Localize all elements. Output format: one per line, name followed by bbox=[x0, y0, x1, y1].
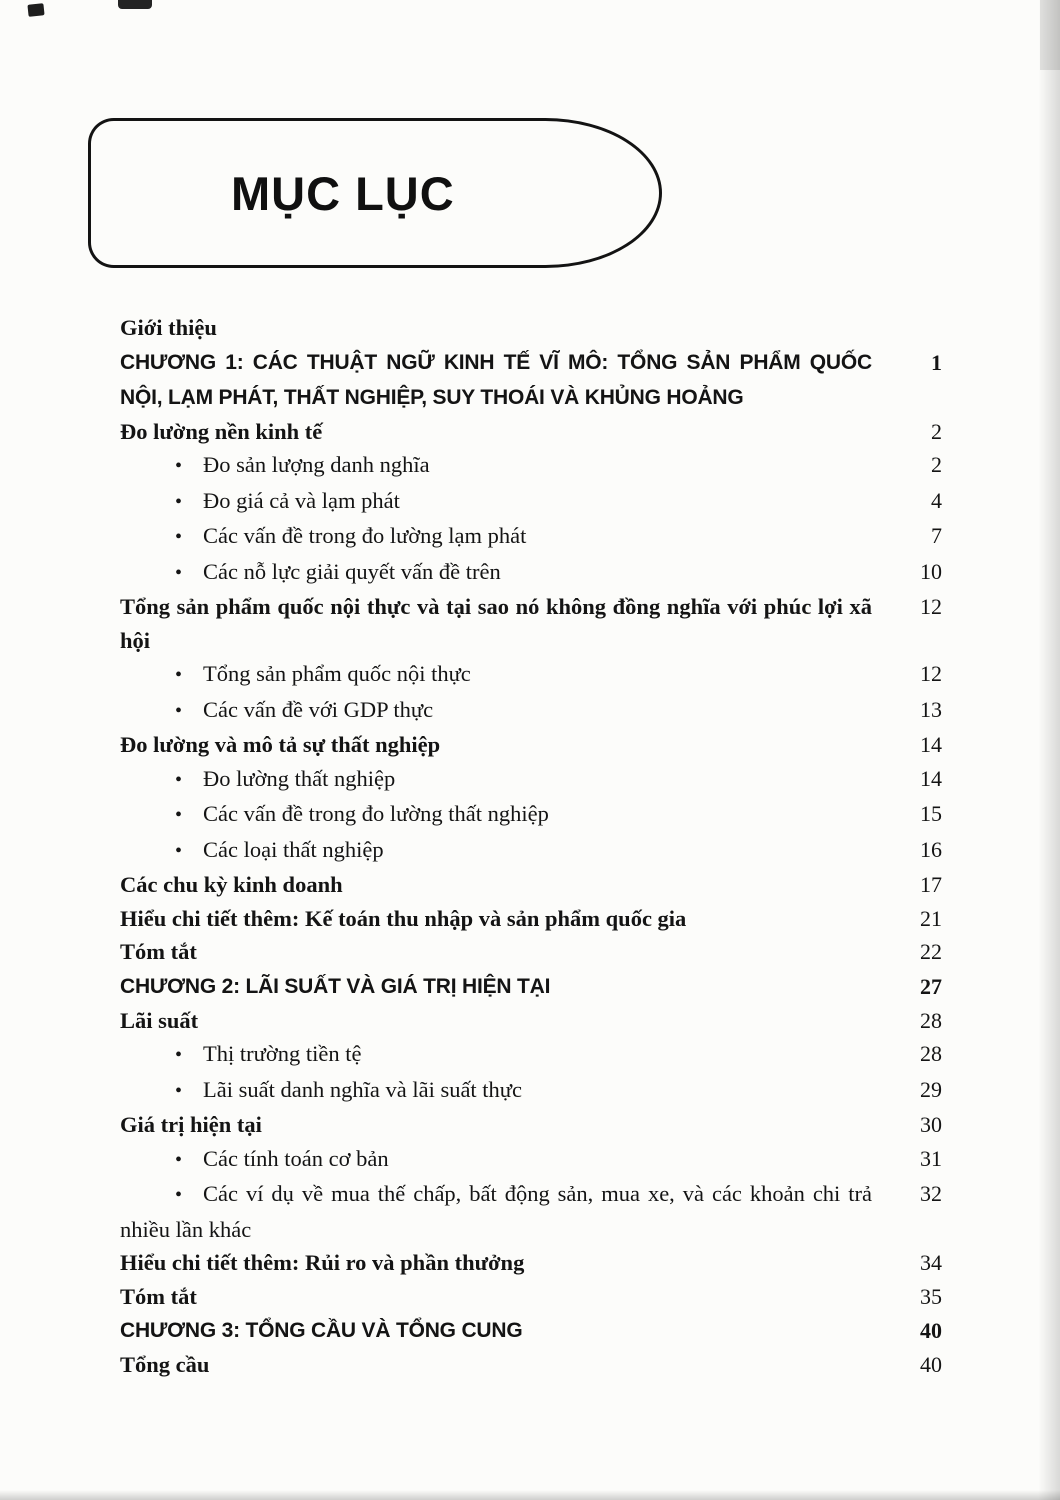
entry-page: 10 bbox=[920, 558, 942, 584]
toc-entry bbox=[120, 1037, 942, 1073]
entry-page: 7 bbox=[931, 523, 942, 548]
entry-page: 21 bbox=[920, 905, 942, 931]
entry-label bbox=[120, 1348, 896, 1382]
scan-edge-shadow bbox=[1038, 0, 1060, 1500]
entry-label-text: Đo lường nền kinh tế bbox=[120, 418, 323, 444]
toc-entry bbox=[120, 868, 942, 902]
toc-entry bbox=[120, 1246, 942, 1280]
toc-entry bbox=[120, 969, 942, 1004]
toc-entry bbox=[120, 693, 942, 729]
entry-label-text: Đo lường thất nghiệp bbox=[203, 765, 396, 791]
entry-page: 28 bbox=[920, 1007, 942, 1033]
scan-artifact bbox=[118, 0, 152, 9]
entry-label-text: Các nỗ lực giải quyết vấn đề trên bbox=[203, 558, 501, 584]
entry-label-text: Các loại thất nghiệp bbox=[203, 836, 384, 862]
entry-page: 40 bbox=[920, 1352, 942, 1377]
entry-label bbox=[120, 519, 896, 555]
entry-label bbox=[120, 657, 896, 693]
toc-entry bbox=[120, 1073, 942, 1109]
entry-label-text: Đo giá cả và lạm phát bbox=[203, 487, 400, 513]
entry-label bbox=[120, 1313, 896, 1348]
entry-page: 16 bbox=[920, 836, 942, 862]
entry-label-text: CHƯƠNG 3: TỔNG CẦU VÀ TỔNG CUNG bbox=[120, 1319, 523, 1342]
entry-label bbox=[120, 311, 896, 345]
bullet-icon: • bbox=[175, 768, 183, 791]
entry-label-text: Các vấn đề trong đo lường thất nghiệp bbox=[203, 801, 549, 826]
entry-page: 12 bbox=[920, 594, 942, 619]
entry-label bbox=[120, 345, 896, 415]
entry-label-text: Các tính toán cơ bản bbox=[203, 1145, 389, 1171]
entry-label bbox=[120, 833, 896, 869]
title-banner bbox=[88, 118, 662, 268]
entry-label-text: Lãi suất bbox=[120, 1007, 199, 1033]
entry-label-text: Tổng sản phẩm quốc nội thực và tại sao nó không đồng nghĩa với phúc lợi xã hội bbox=[120, 594, 872, 653]
toc-entry bbox=[120, 590, 942, 657]
entry-label bbox=[120, 693, 896, 729]
entry-label-text: Tổng cầu bbox=[120, 1352, 210, 1377]
bullet-icon: • bbox=[175, 699, 183, 722]
toc-entry bbox=[120, 728, 942, 762]
toc-entry bbox=[120, 484, 942, 520]
entry-label bbox=[120, 1246, 896, 1280]
entry-label-text: Hiểu chi tiết thêm: Rủi ro và phần thưởng bbox=[120, 1250, 525, 1275]
entry-label bbox=[120, 484, 896, 520]
entry-label bbox=[120, 1142, 896, 1178]
entry-label bbox=[120, 868, 896, 902]
toc-entry bbox=[120, 902, 942, 936]
entry-page: 2 bbox=[931, 418, 942, 444]
entry-label-text: Thị trường tiền tệ bbox=[203, 1041, 362, 1066]
entry-page: 13 bbox=[920, 696, 942, 722]
entry-label-text: Lãi suất danh nghĩa và lãi suất thực bbox=[203, 1076, 522, 1102]
entry-label-text: Giá trị hiện tại bbox=[120, 1112, 262, 1137]
entry-page: 31 bbox=[920, 1145, 942, 1171]
toc-entry bbox=[120, 935, 942, 969]
entry-label-text: CHƯƠNG 1: CÁC THUẬT NGỮ KINH TẾ VĨ MÔ: TỔNG SẢN PHẨM QUỐC NỘI, LẠM PHÁT, THẤT NGHIỆP, SUY THOÁI VÀ KHỦNG HOẢNG bbox=[120, 350, 872, 409]
toc-entry bbox=[120, 1177, 942, 1246]
bullet-icon: • bbox=[175, 490, 183, 513]
entry-page: 28 bbox=[920, 1041, 942, 1066]
toc-entry bbox=[120, 1142, 942, 1178]
entry-label bbox=[120, 969, 896, 1004]
entry-label bbox=[120, 1073, 896, 1109]
bullet-icon: • bbox=[175, 1079, 183, 1102]
entry-label-text: Các vấn đề với GDP thực bbox=[203, 696, 434, 722]
entry-page: 32 bbox=[920, 1181, 942, 1206]
bullet-icon: • bbox=[175, 1044, 183, 1066]
entry-label bbox=[120, 728, 896, 762]
entry-label-text: Đo lường và mô tả sự thất nghiệp bbox=[120, 732, 441, 757]
entry-label bbox=[120, 935, 896, 969]
entry-page: 30 bbox=[920, 1112, 942, 1137]
entry-page: 35 bbox=[920, 1283, 942, 1309]
toc-entry bbox=[120, 1348, 942, 1382]
entry-page: 12 bbox=[920, 661, 942, 686]
entry-label-text: Đo sản lượng danh nghĩa bbox=[203, 452, 430, 477]
bullet-icon: • bbox=[175, 839, 183, 862]
entry-label bbox=[120, 762, 896, 798]
entry-label-text: Các ví dụ về mua thế chấp, bất động sản, mua xe, và các khoản chi trả nhiều lần khác bbox=[120, 1181, 872, 1242]
entry-page: 34 bbox=[920, 1250, 942, 1275]
entry-label-text: CHƯƠNG 2: LÃI SUẤT VÀ GIÁ TRỊ HIỆN TẠI bbox=[120, 974, 551, 998]
entry-page: 14 bbox=[920, 765, 942, 791]
entry-label-text: Hiểu chi tiết thêm: Kế toán thu nhập và sản phẩm quốc gia bbox=[120, 905, 687, 931]
entry-label-text: Các chu kỳ kinh doanh bbox=[120, 872, 343, 897]
scan-artifact bbox=[27, 3, 44, 17]
entry-page: 2 bbox=[931, 452, 942, 477]
bullet-icon: • bbox=[175, 455, 183, 477]
entry-label bbox=[120, 1004, 896, 1038]
toc-list bbox=[120, 311, 942, 1382]
toc-entry bbox=[120, 311, 942, 345]
toc-entry bbox=[120, 1004, 942, 1038]
entry-label bbox=[120, 1177, 896, 1246]
entry-label-text: Tổng sản phẩm quốc nội thực bbox=[203, 661, 471, 686]
entry-label bbox=[120, 1037, 896, 1073]
entry-page: 15 bbox=[920, 801, 942, 826]
bullet-icon: • bbox=[175, 1184, 183, 1206]
scan-edge-shadow bbox=[0, 1490, 1060, 1500]
toc-entry bbox=[120, 448, 942, 484]
entry-page: 22 bbox=[920, 939, 942, 964]
entry-label bbox=[120, 797, 896, 833]
toc-entry bbox=[120, 555, 942, 591]
toc-entry bbox=[120, 657, 942, 693]
toc-entry bbox=[120, 797, 942, 833]
page-title: MỤC LỤC bbox=[231, 166, 455, 220]
entry-page: 14 bbox=[920, 732, 942, 757]
bullet-icon: • bbox=[175, 1148, 183, 1171]
bullet-icon: • bbox=[175, 526, 183, 548]
entry-label-text: Tóm tắt bbox=[120, 1283, 197, 1309]
entry-label bbox=[120, 555, 896, 591]
entry-page: 40 bbox=[920, 1318, 942, 1343]
bullet-icon: • bbox=[175, 664, 183, 686]
bullet-icon: • bbox=[175, 561, 183, 584]
toc-entry bbox=[120, 345, 942, 415]
entry-page: 29 bbox=[920, 1076, 942, 1102]
entry-label bbox=[120, 902, 896, 936]
entry-page: 17 bbox=[920, 872, 942, 897]
entry-label-text: Tóm tắt bbox=[120, 939, 197, 964]
entry-label bbox=[120, 1108, 896, 1142]
entry-label bbox=[120, 415, 896, 449]
toc-entry bbox=[120, 762, 942, 798]
entry-label bbox=[120, 448, 896, 484]
toc-entry bbox=[120, 1313, 942, 1348]
entry-page: 4 bbox=[931, 487, 942, 513]
entry-page: 27 bbox=[920, 973, 942, 999]
toc-entry bbox=[120, 833, 942, 869]
entry-label-text: Các vấn đề trong đo lường lạm phát bbox=[203, 523, 527, 548]
toc-entry bbox=[120, 1108, 942, 1142]
toc-entry bbox=[120, 1280, 942, 1314]
toc-entry bbox=[120, 519, 942, 555]
bullet-icon: • bbox=[175, 804, 183, 826]
entry-label bbox=[120, 590, 896, 657]
toc-entry bbox=[120, 415, 942, 449]
entry-label-text: Giới thiệu bbox=[120, 315, 217, 340]
entry-page: 1 bbox=[931, 349, 942, 375]
entry-label bbox=[120, 1280, 896, 1314]
